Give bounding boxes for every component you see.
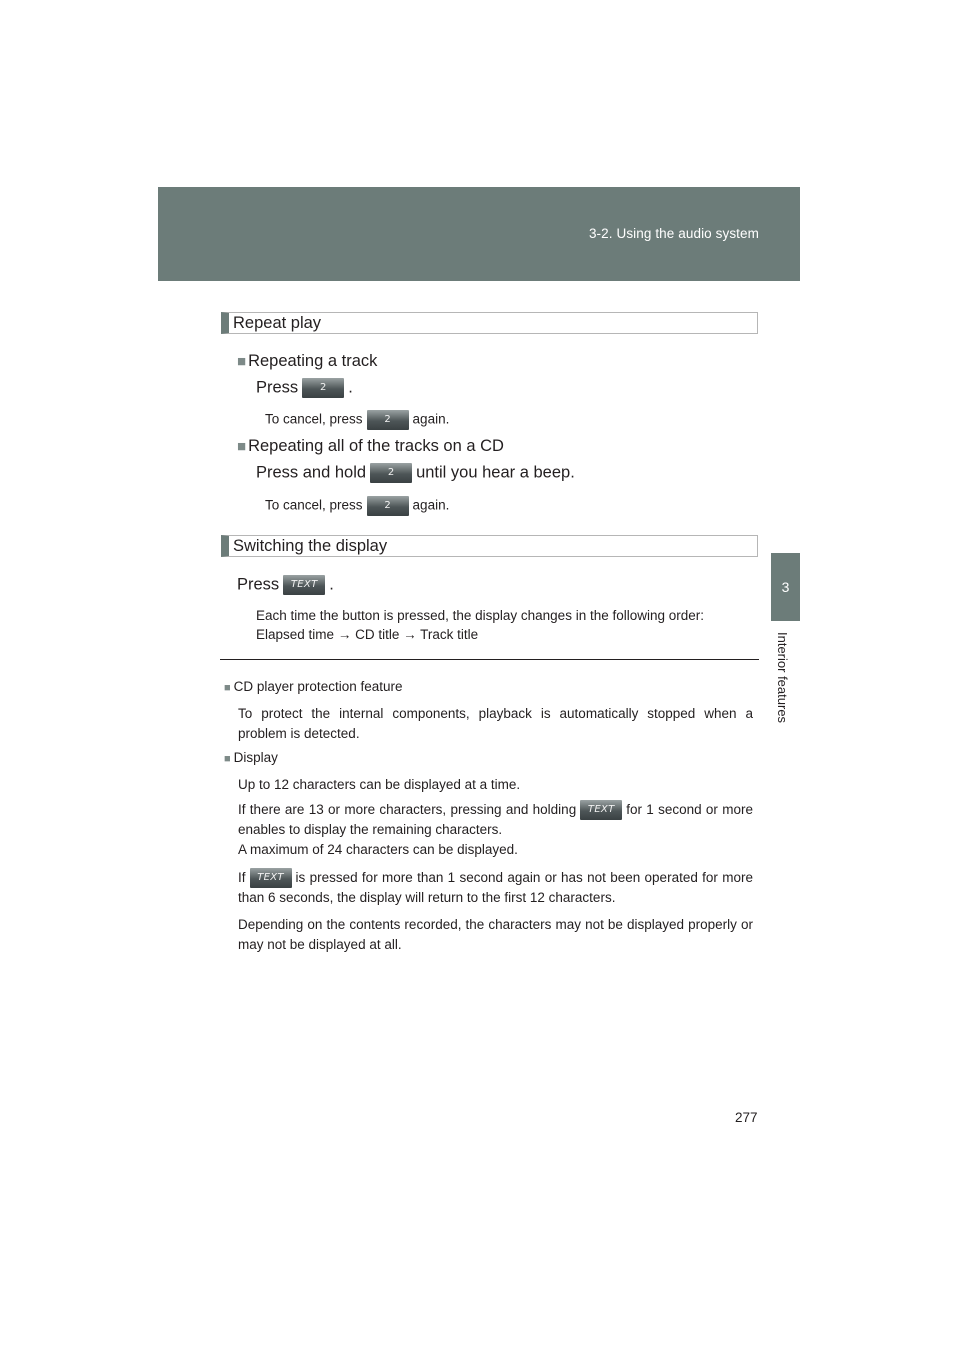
note-cancel-all: To cancel, press 2 again. <box>265 496 449 516</box>
note-display-p2: If there are 13 or more characters, pressing and holding TEXT for 1 second or more enables to display the remaining characters. A maximum of 24 characters can be displayed. <box>238 802 753 857</box>
button-2-icon: 2 <box>302 378 344 398</box>
button-2-icon: 2 <box>367 496 409 516</box>
text-button-icon: TEXT <box>283 575 325 595</box>
divider <box>220 659 759 660</box>
square-bullet-icon: ■ <box>237 353 247 370</box>
square-bullet-icon: ■ <box>224 753 231 765</box>
note-heading-protection: ■ CD player protection feature <box>224 679 403 694</box>
chapter-tab: 3 <box>771 553 800 621</box>
note-display-order-line2: Elapsed time → CD title → Track title <box>256 627 479 642</box>
header-band <box>158 187 800 281</box>
note-display-p1: Up to 12 characters can be displayed at a time. <box>238 777 521 792</box>
note-display-p3: If TEXT is pressed for more than 1 second again or has not been operated for more than 6 seconds, the display will return to the first 12 characters. <box>238 870 753 906</box>
subheading-repeat-track: ■ Repeating a track <box>237 352 378 370</box>
text-button-icon: TEXT <box>250 868 292 888</box>
page-number: 277 <box>735 1110 758 1125</box>
button-2-icon: 2 <box>367 410 409 430</box>
square-bullet-icon: ■ <box>237 438 247 455</box>
section-title-switching-display <box>221 535 758 557</box>
note-display-order-line1: Each time the button is pressed, the display changes in the following order: <box>256 608 705 623</box>
text-button-icon: TEXT <box>580 800 622 820</box>
arrow-right-icon: → <box>403 627 417 642</box>
note-heading-display: ■ Display <box>224 750 278 765</box>
note-display-p4: Depending on the contents recorded, the characters may not be displayed properly or may not be displayed at all. <box>238 917 753 952</box>
section-title-text: Switching the display <box>233 537 388 555</box>
instruction-repeat-all: Press and hold 2 until you hear a beep. <box>256 463 575 482</box>
instruction-switch-display: Press TEXT . <box>237 575 334 594</box>
chapter-label: Interior features <box>775 632 790 724</box>
subheading-repeat-all: ■ Repeating all of the tracks on a CD <box>237 437 504 455</box>
button-2-icon: 2 <box>370 463 412 483</box>
section-header-title: 3-2. Using the audio system <box>588 226 759 241</box>
section-title-text: Repeat play <box>233 314 322 332</box>
note-cancel-track: To cancel, press 2 again. <box>265 410 449 430</box>
arrow-right-icon: → <box>337 627 352 642</box>
square-bullet-icon: ■ <box>224 682 231 694</box>
section-title-repeat-play <box>221 312 758 334</box>
instruction-repeat-track: Press 2 . <box>256 378 353 397</box>
note-protection-text: To protect the internal components, playback is automatically stopped when a problem is detected. <box>238 706 753 741</box>
